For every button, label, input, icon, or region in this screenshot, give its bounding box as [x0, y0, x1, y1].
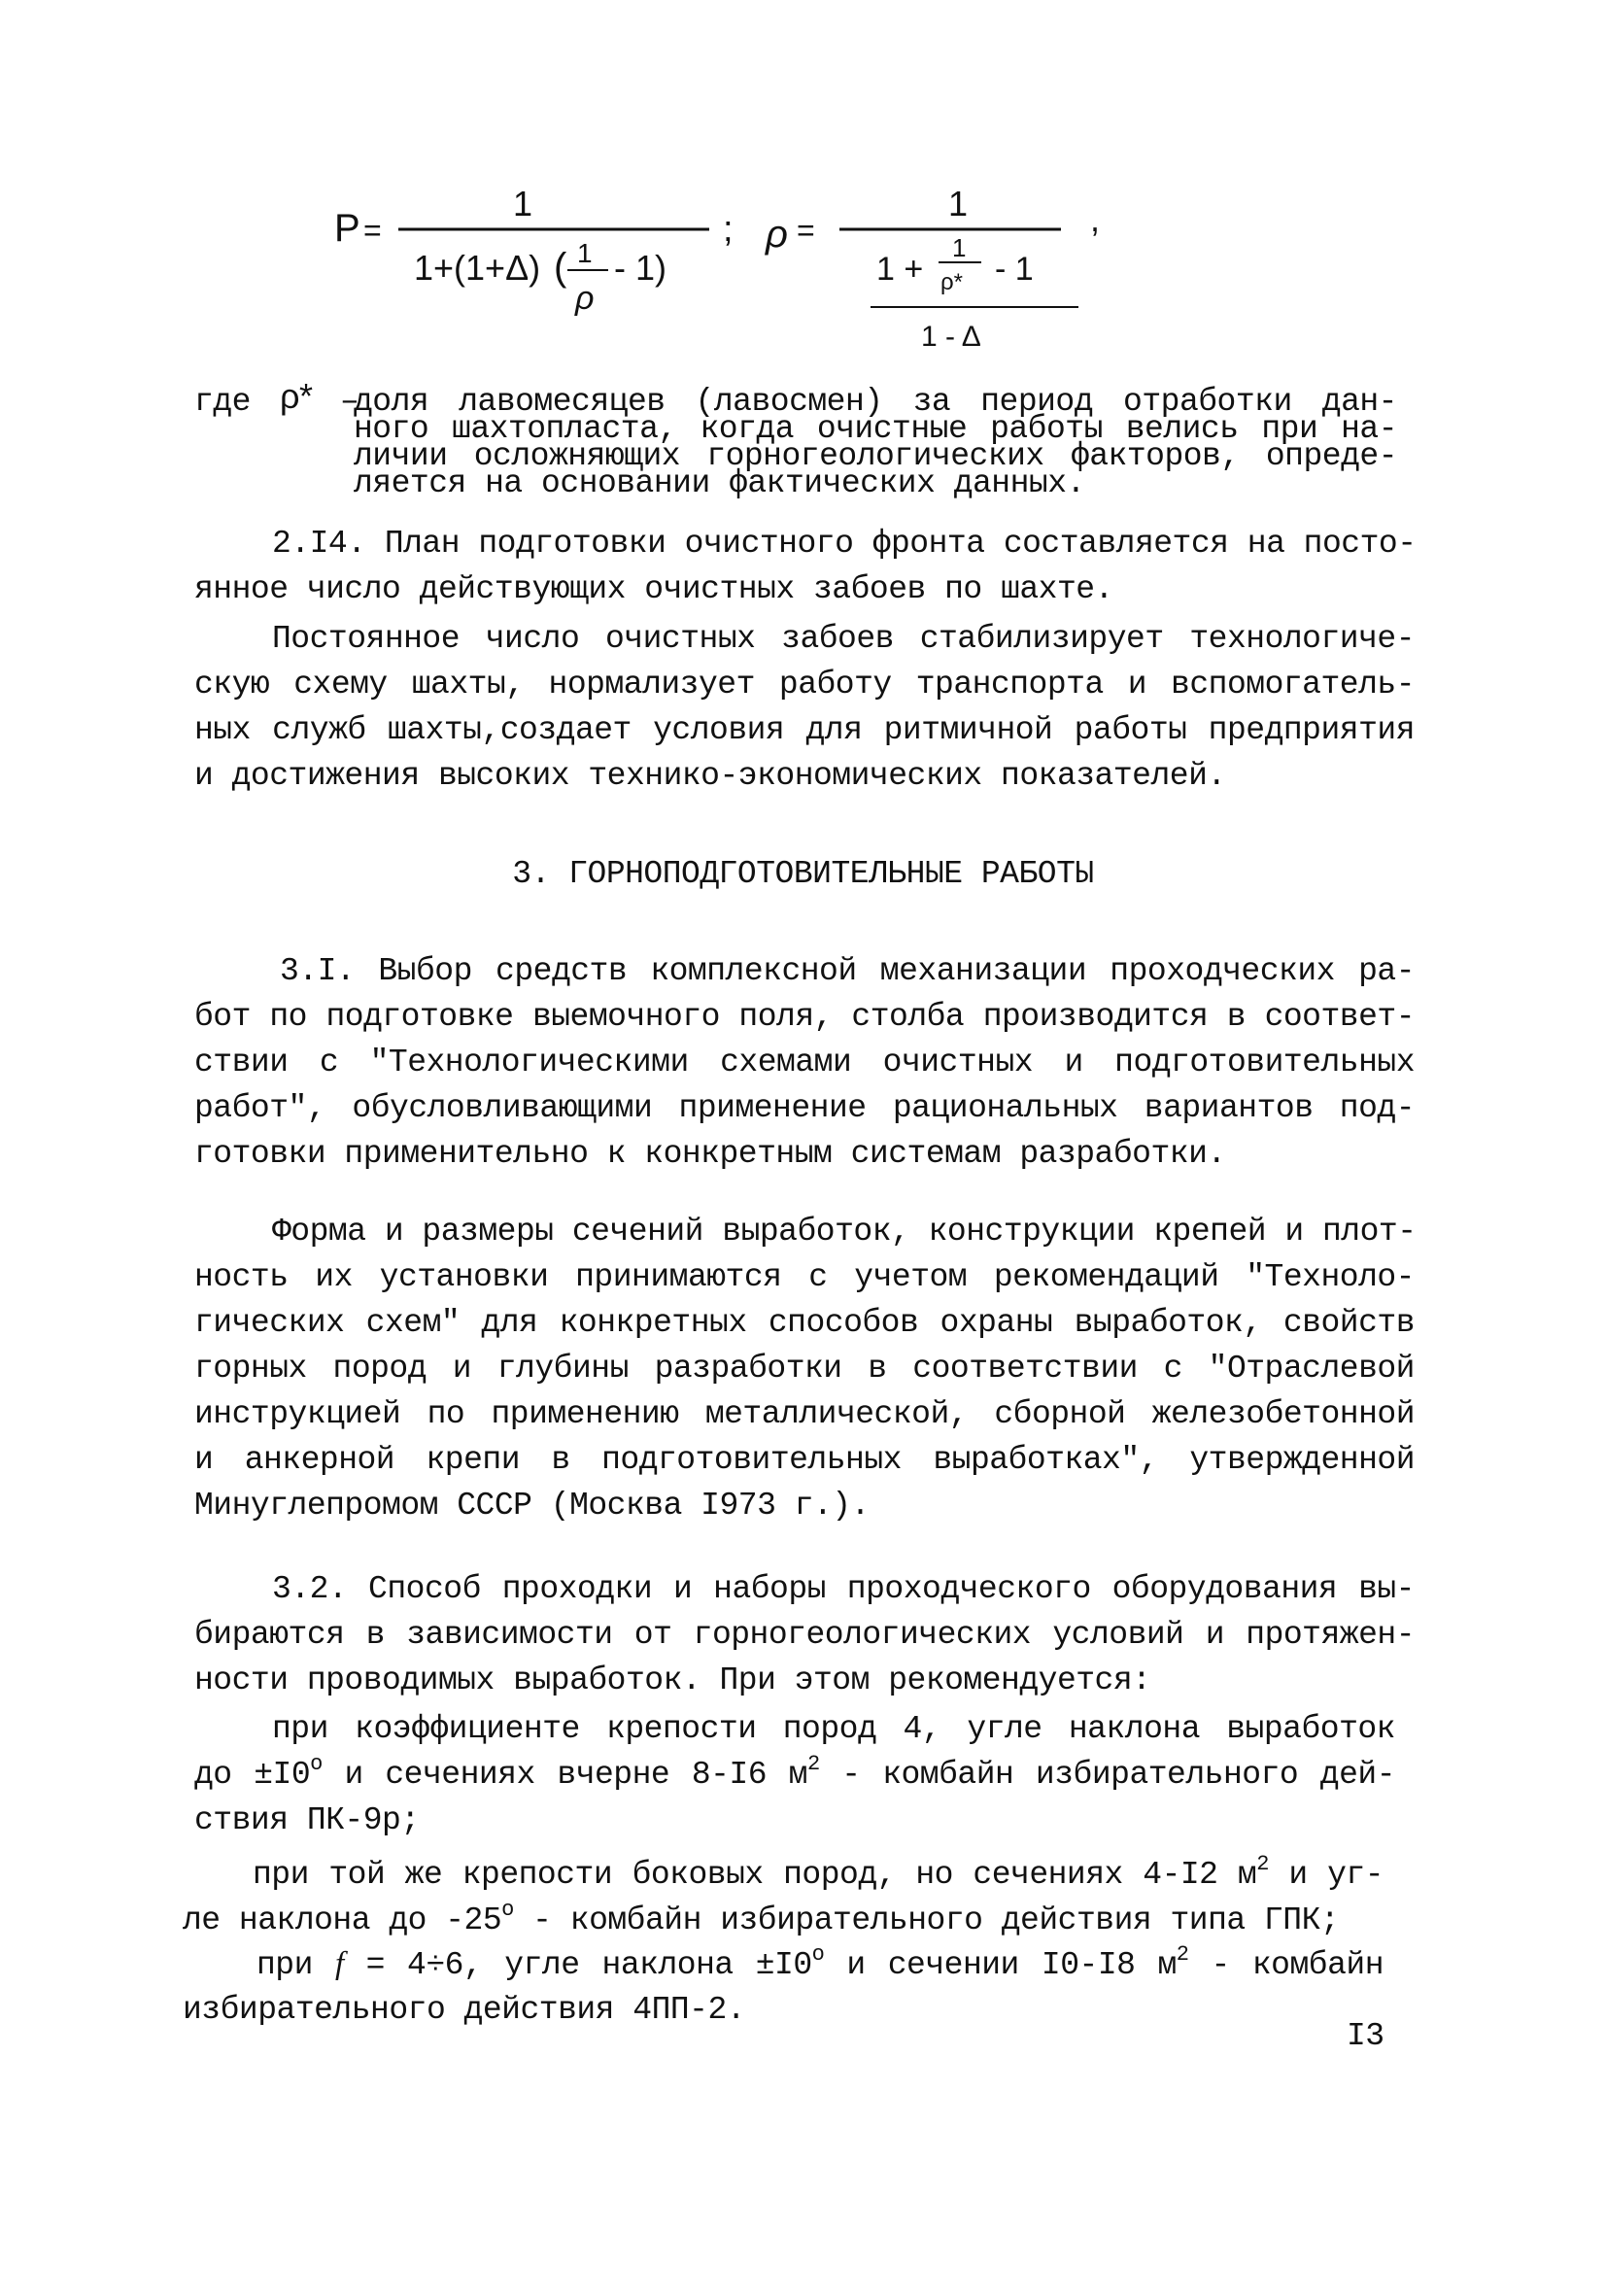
text-line: ствия ПК-9р;: [194, 1802, 420, 1838]
superscript: 2: [1256, 1852, 1269, 1876]
text-span: до ±I0: [194, 1757, 311, 1793]
formula-separator: ;: [723, 209, 734, 250]
formula-den1-b: (: [554, 246, 567, 289]
text-line: и анкерной крепи в подготовительных выработках", утвержденной: [194, 1442, 1415, 1478]
where-dash: –: [340, 384, 359, 420]
text-span: = 4÷6, угле наклона ±I0: [343, 1947, 812, 1983]
text-line: [183, 1898, 1384, 1943]
text-span: при: [256, 1947, 335, 1983]
text-line: ляется на основании фактических данных.: [354, 465, 1085, 501]
formula-eq2: =: [797, 213, 815, 248]
text-line: личии осложняющих горногеологических факторов, опреде-: [354, 438, 1397, 474]
text-line: инструкцией по применению металлической, сборной железобетонной: [194, 1396, 1415, 1432]
formula-lhs1: P: [334, 207, 360, 250]
where-text: [354, 384, 1397, 501]
text-line: готовки применительно к конкретным системам разработки.: [194, 1136, 1226, 1172]
text-line: при коэффициенте крепости пород 4, угле наклона выработок: [272, 1711, 1395, 1747]
text-span: - комбайн избирательного дей-: [819, 1757, 1395, 1793]
text-line: [183, 1852, 1384, 1898]
paragraph-3-2: [194, 1566, 1415, 1703]
text-line: [194, 1752, 1395, 1798]
text-line: ность их установки принимаются с учетом рекомендаций "Техноло-: [194, 1259, 1415, 1295]
formula-den2-b: - 1: [995, 251, 1034, 288]
text-line: скую схему шахты, нормализует работу транспорта и вспомогатель-: [194, 667, 1415, 703]
superscript: 2: [1176, 1942, 1189, 1967]
item-2: [183, 1852, 1384, 1943]
text-line: [183, 1941, 1384, 1987]
text-line: Минуглепромом СССР (Москва I973 г.).: [194, 1488, 870, 1524]
item-1: [194, 1706, 1395, 1843]
text-line: ного шахтопласта, когда очистные работы велись при на-: [354, 411, 1397, 447]
formula-frac-num: 1: [577, 238, 593, 268]
item-3: [183, 1941, 1384, 2033]
text-span: и сечениях вчерне 8-I6 м: [322, 1757, 807, 1793]
where-symbol: ρ*: [280, 376, 313, 416]
text-span: f: [334, 1946, 344, 1981]
paragraph-3-1-cont: [194, 1209, 1415, 1528]
text-span: и сечении I0-I8 м: [824, 1947, 1177, 1983]
text-line: бот по подготовке выемочного поля, столба производится в соответ-: [194, 999, 1415, 1035]
text-line: работ", обусловливающими применение рациональных вариантов под-: [194, 1090, 1415, 1126]
formula: [321, 165, 1195, 369]
paragraph-2-14-cont: [194, 616, 1415, 799]
text-line: ствии с "Технологическими схемами очистных и подготовительных: [194, 1045, 1415, 1080]
superscript: o: [811, 1942, 825, 1967]
formula-den2-bottom: 1 - Δ: [921, 321, 981, 353]
text-span: - комбайн избирательного действия типа ГПК;: [513, 1902, 1340, 1938]
text-line: ности проводимых выработок. При этом рекомендуется:: [194, 1662, 1151, 1698]
text-line: ных служб шахты,создает условия для ритмичной работы предприятия: [194, 712, 1415, 748]
text-span: и уг-: [1268, 1857, 1384, 1893]
paragraph-2-14: [194, 521, 1415, 612]
formula-frac-den: ρ: [575, 280, 595, 317]
formula-lhs2: ρ: [766, 213, 788, 256]
formula-eq1: =: [363, 213, 382, 248]
text-line: гических схем" для конкретных способов охраны выработок, свойств: [194, 1305, 1415, 1341]
paragraph-3-1: [194, 948, 1415, 1177]
text-line: янное число действующих очистных забоев по шахте.: [194, 571, 1113, 607]
formula-num1: 1: [513, 184, 533, 223]
text-line: 3.2. Способ проходки и наборы проходческого оборудования вы-: [272, 1571, 1415, 1607]
superscript: o: [501, 1898, 514, 1922]
where-label: где: [194, 384, 251, 420]
text-span: при той же крепости боковых пород, но сечениях 4-I2 м: [253, 1857, 1257, 1893]
formula-den1-a: 1+(1+Δ): [414, 248, 541, 288]
text-line: Форма и размеры сечений выработок, конструкции крепей и плот-: [272, 1214, 1417, 1250]
text-line: 2.I4. План подготовки очистного фронта составляется на посто-: [272, 526, 1417, 562]
text-line: и достижения высоких технико-экономических показателей.: [194, 758, 1226, 794]
superscript: 2: [806, 1752, 820, 1776]
superscript: o: [310, 1752, 323, 1776]
formula-comma: ,: [1090, 199, 1101, 239]
text-line: Постоянное число очистных забоев стабилизирует технологиче-: [272, 621, 1415, 657]
formula-den2-frac-den: ρ*: [940, 269, 963, 295]
text-span: - комбайн: [1188, 1947, 1384, 1983]
text-span: ле наклона до -25: [183, 1902, 502, 1938]
text-line: доля лавомесяцев (лавосмен) за период отработки дан-: [354, 384, 1397, 420]
formula-num2: 1: [948, 184, 969, 223]
text-line: 3.I. Выбор средств комплексной механизации проходческих ра-: [280, 953, 1415, 989]
section-heading: 3. ГОРНОПОДГОТОВИТЕЛЬНЫЕ РАБОТЫ: [512, 856, 1094, 892]
page-number: I3: [1347, 2018, 1384, 2054]
text-line: избирательного действия 4ПП-2.: [183, 1992, 746, 2028]
text-line: бираются в зависимости от горногеологических условий и протяжен-: [194, 1617, 1415, 1653]
text-line: горных пород и глубины разработки в соответствии с "Отраслевой: [194, 1351, 1415, 1387]
formula-den2-a: 1 +: [876, 251, 924, 288]
formula-den2-frac-num: 1: [952, 233, 967, 262]
formula-den1-c: - 1): [614, 248, 666, 288]
